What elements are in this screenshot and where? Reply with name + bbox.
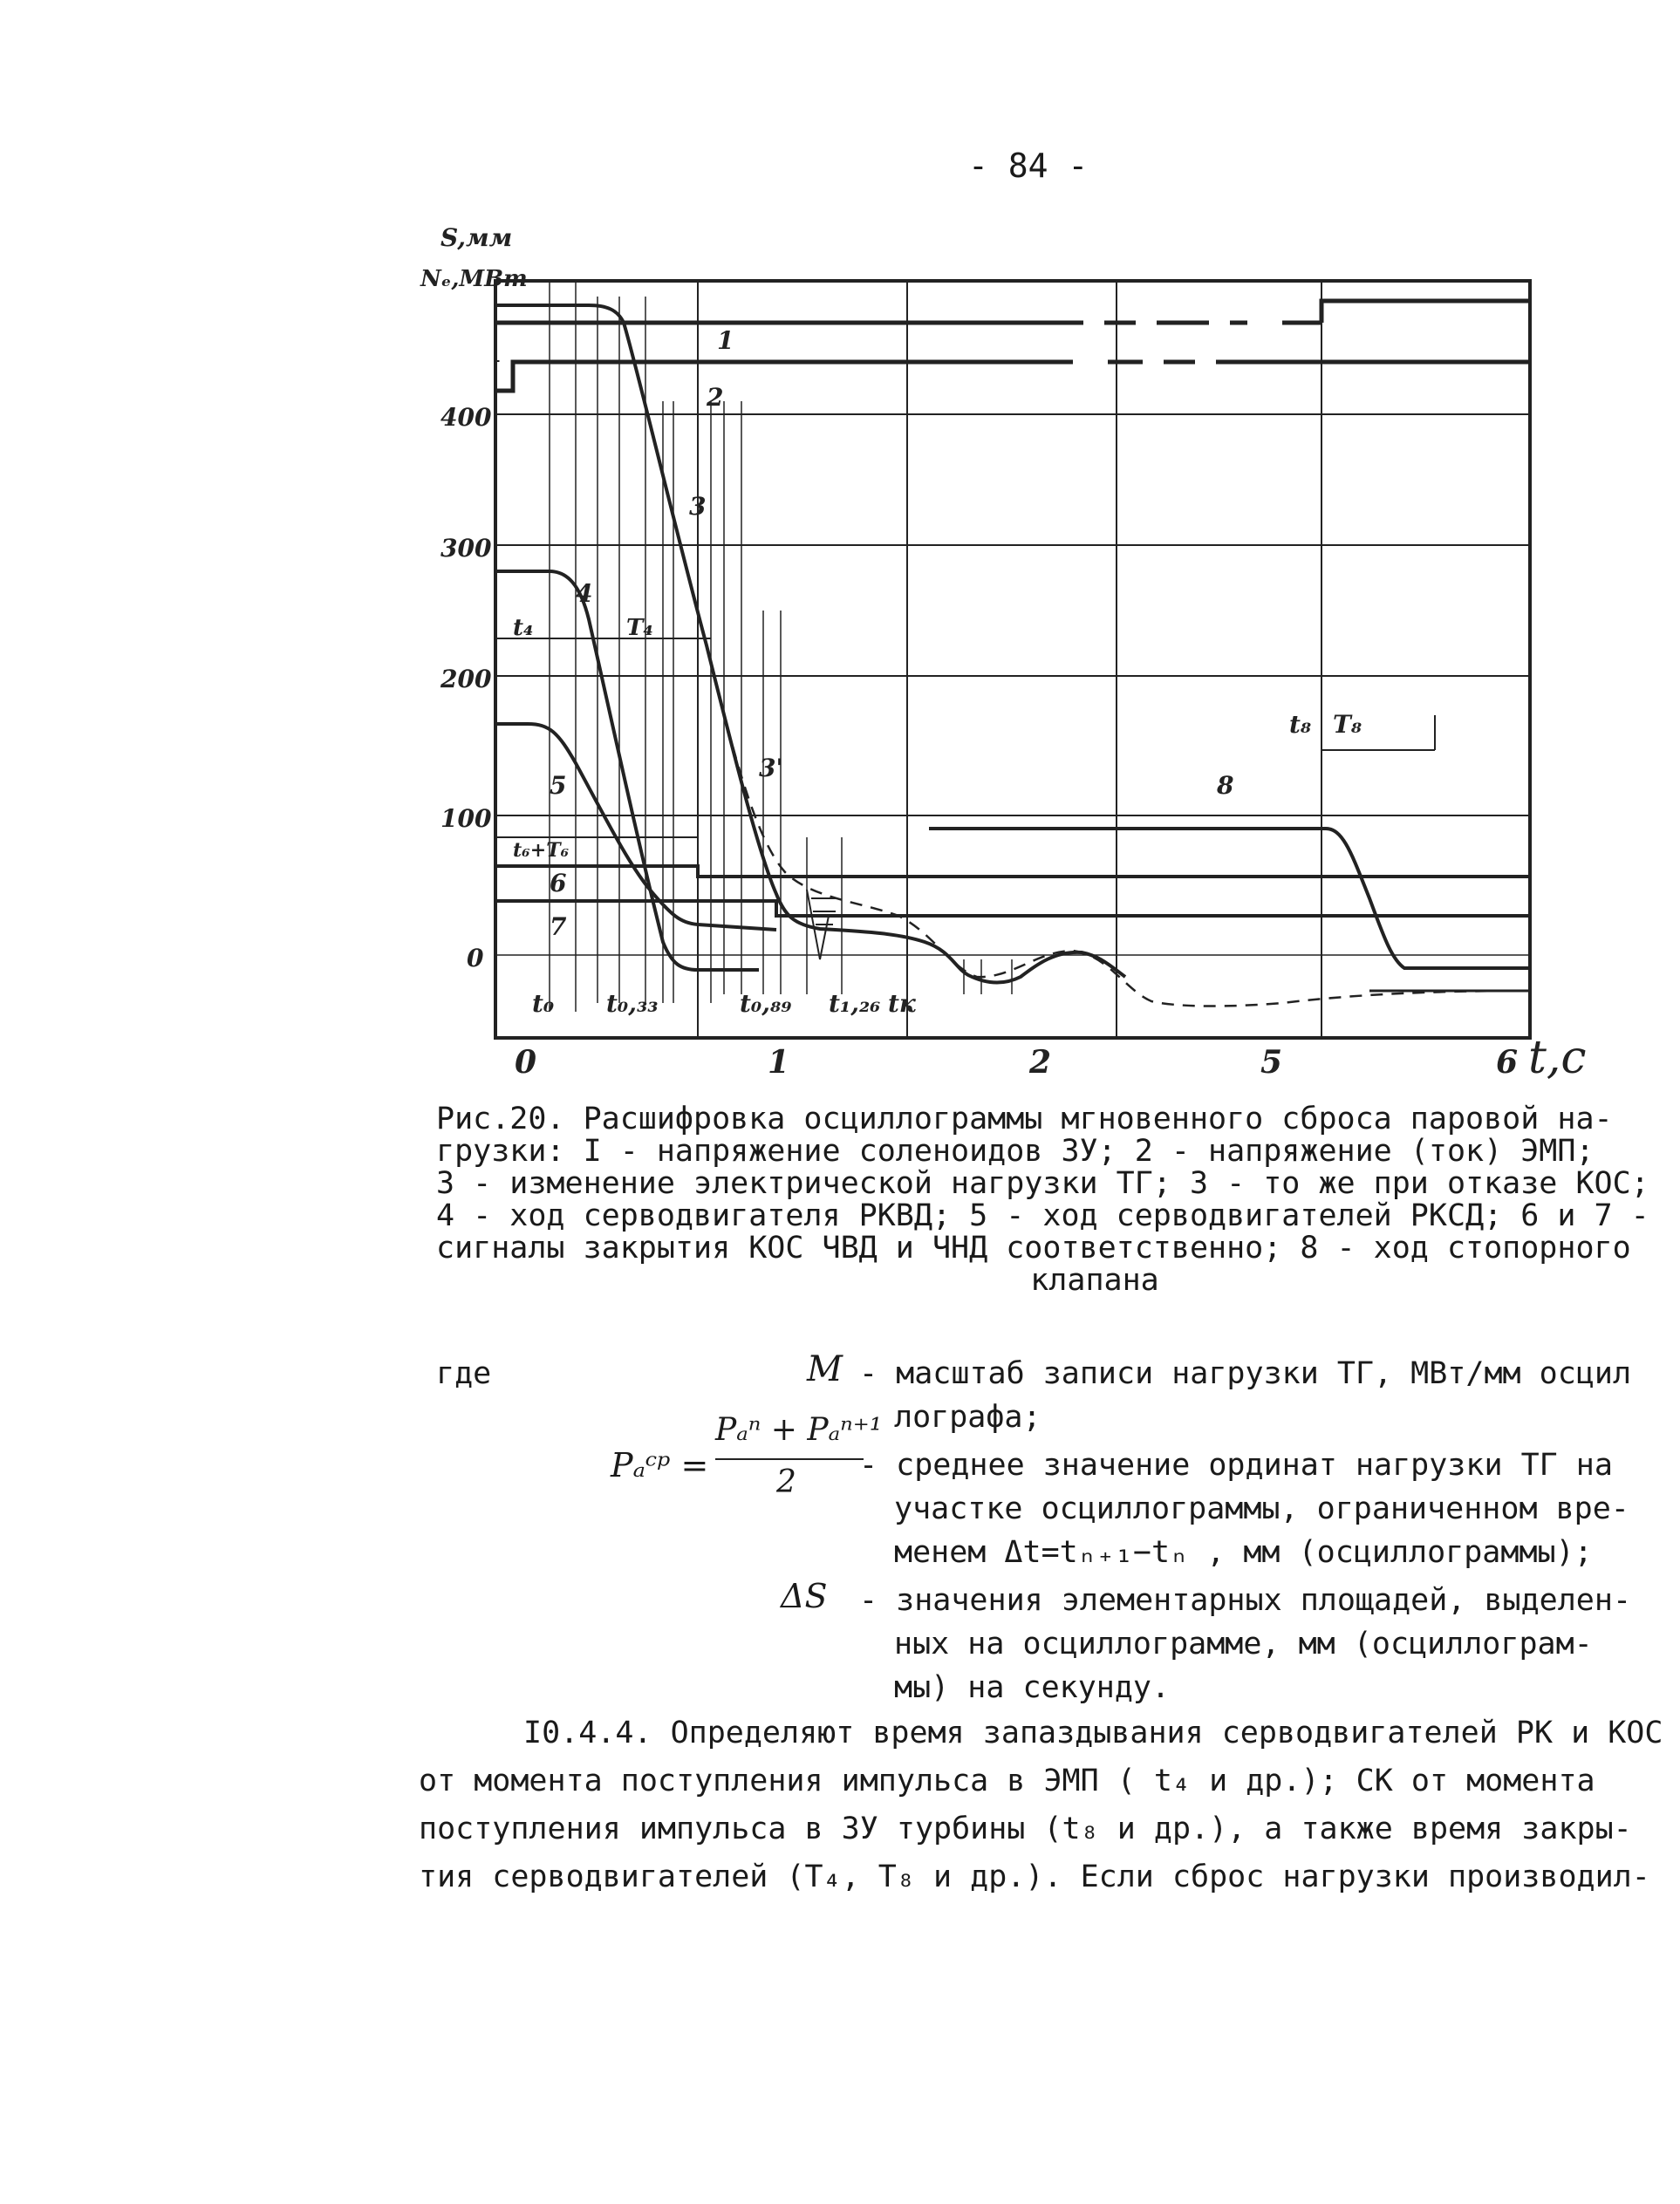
paragraph-line: тия серводвигателей (T₄, T₈ и др.). Если сброс нагрузки производил- xyxy=(419,1859,1650,1894)
y-tick: 100 xyxy=(440,804,492,833)
annotation: t₀,₃₃ xyxy=(606,989,659,1018)
caption-line: 3 - изменение электрической нагрузки ТГ; 3 - то же при отказе КОС; xyxy=(436,1166,1649,1201)
y-tick: 400 xyxy=(440,403,492,432)
x-tick: 2 xyxy=(1029,1044,1052,1081)
curve-6 xyxy=(497,866,1530,877)
x-tick: 1 xyxy=(768,1044,790,1081)
curve-3-prime xyxy=(707,645,1530,1006)
curve-label: 5 xyxy=(550,771,567,800)
fraction-bar xyxy=(715,1458,864,1460)
curve-label: 4 xyxy=(576,579,593,608)
hatch-mark xyxy=(807,890,837,959)
definition-line: лографа; xyxy=(894,1400,1041,1435)
y-axis-label-bottom: Nₑ,МВт xyxy=(420,266,528,292)
definition-line: ных на осциллограмме, мм (осциллограм- xyxy=(894,1627,1593,1662)
annotation: tк xyxy=(888,989,916,1018)
paragraph-line: I0.4.4. Определяют время запаздывания серводвигателей РК и КОС xyxy=(523,1716,1663,1750)
formula-lhs: Pₐᶜᵖ = xyxy=(611,1446,709,1484)
ds-symbol: ΔS xyxy=(781,1577,828,1615)
annotation: t₁,₂₆ xyxy=(829,989,881,1018)
y-tick: 200 xyxy=(440,665,492,693)
paragraph-line: поступления импульса в ЗУ турбины (t₈ и др.), а также время закры- xyxy=(419,1812,1632,1846)
x-axis-label: t,c xyxy=(1528,1032,1587,1084)
curve-8 xyxy=(929,829,1530,968)
caption-line: 4 - ход серводвигателя РКВД; 5 - ход серводвигателей РКСД; 6 и 7 - xyxy=(436,1198,1649,1233)
annotation: t₀,₈₉ xyxy=(740,989,792,1018)
definition-line: - среднее значение ординат нагрузки ТГ на xyxy=(859,1448,1613,1483)
x-tick: 0 xyxy=(515,1044,537,1081)
curve-label: 2 xyxy=(707,383,724,412)
formula-numerator: Pₐⁿ + Pₐⁿ⁺¹ xyxy=(715,1412,883,1448)
definition-line: менем Δt=tₙ₊₁−tₙ , мм (осциллограммы); xyxy=(894,1535,1593,1570)
annotation: t₆+T₆ xyxy=(513,839,570,862)
page-number: - 84 - xyxy=(968,147,1089,185)
annotation: t₄ xyxy=(513,615,534,641)
annotation: t₀ xyxy=(532,989,555,1018)
curve-3 xyxy=(497,305,1125,983)
curve-2 xyxy=(497,360,1530,391)
oscillogram-figure xyxy=(410,227,1640,1090)
curve-label: 8 xyxy=(1217,771,1234,800)
annotation: T₄ xyxy=(626,615,653,641)
caption-line: Рис.20. Расшифровка осциллограммы мгновенного сброса паровой на- xyxy=(436,1102,1613,1136)
curve-label: 6 xyxy=(550,869,567,897)
curve-label: 3 xyxy=(689,492,707,521)
paragraph-line: от момента поступления импульса в ЭМП ( t₄ и др.); СК от момента xyxy=(419,1764,1595,1798)
formula-denominator: 2 xyxy=(776,1464,796,1500)
annotation: t₈ xyxy=(1289,710,1312,739)
curve-label: 3' xyxy=(759,754,784,782)
body-paragraph xyxy=(419,1709,1663,1901)
y-axis-label-top: S,мм xyxy=(440,227,513,252)
x-tick: 6 xyxy=(1496,1044,1519,1081)
definition-line: - значения элементарных площадей, выделен- xyxy=(859,1583,1632,1618)
caption-line: клапана xyxy=(1030,1263,1159,1298)
y-tick: 0 xyxy=(467,944,484,972)
curve-1 xyxy=(497,301,1530,323)
definition-line: - масштаб записи нагрузки ТГ, МВт/мм осцил xyxy=(859,1356,1632,1391)
definition-line: мы) на секунду. xyxy=(894,1670,1171,1705)
x-tick: 5 xyxy=(1260,1044,1283,1081)
m-symbol: M xyxy=(807,1349,843,1389)
curve-label: 7 xyxy=(550,912,567,941)
curve-label: 1 xyxy=(717,326,734,355)
annotation: T₈ xyxy=(1333,710,1362,739)
definition-line: участке осциллограммы, ограниченном вре- xyxy=(894,1491,1629,1526)
caption-line: грузки: I - напряжение соленоидов ЗУ; 2 - напряжение (ток) ЭМП; xyxy=(436,1134,1595,1169)
where-word: где xyxy=(436,1356,492,1391)
caption-line: сигналы закрытия КОС ЧВД и ЧНД соответственно; 8 - ход стопорного xyxy=(436,1231,1631,1266)
plot-frame xyxy=(495,281,1530,1038)
y-tick: 300 xyxy=(440,534,492,563)
figure-caption xyxy=(436,1102,1649,1298)
